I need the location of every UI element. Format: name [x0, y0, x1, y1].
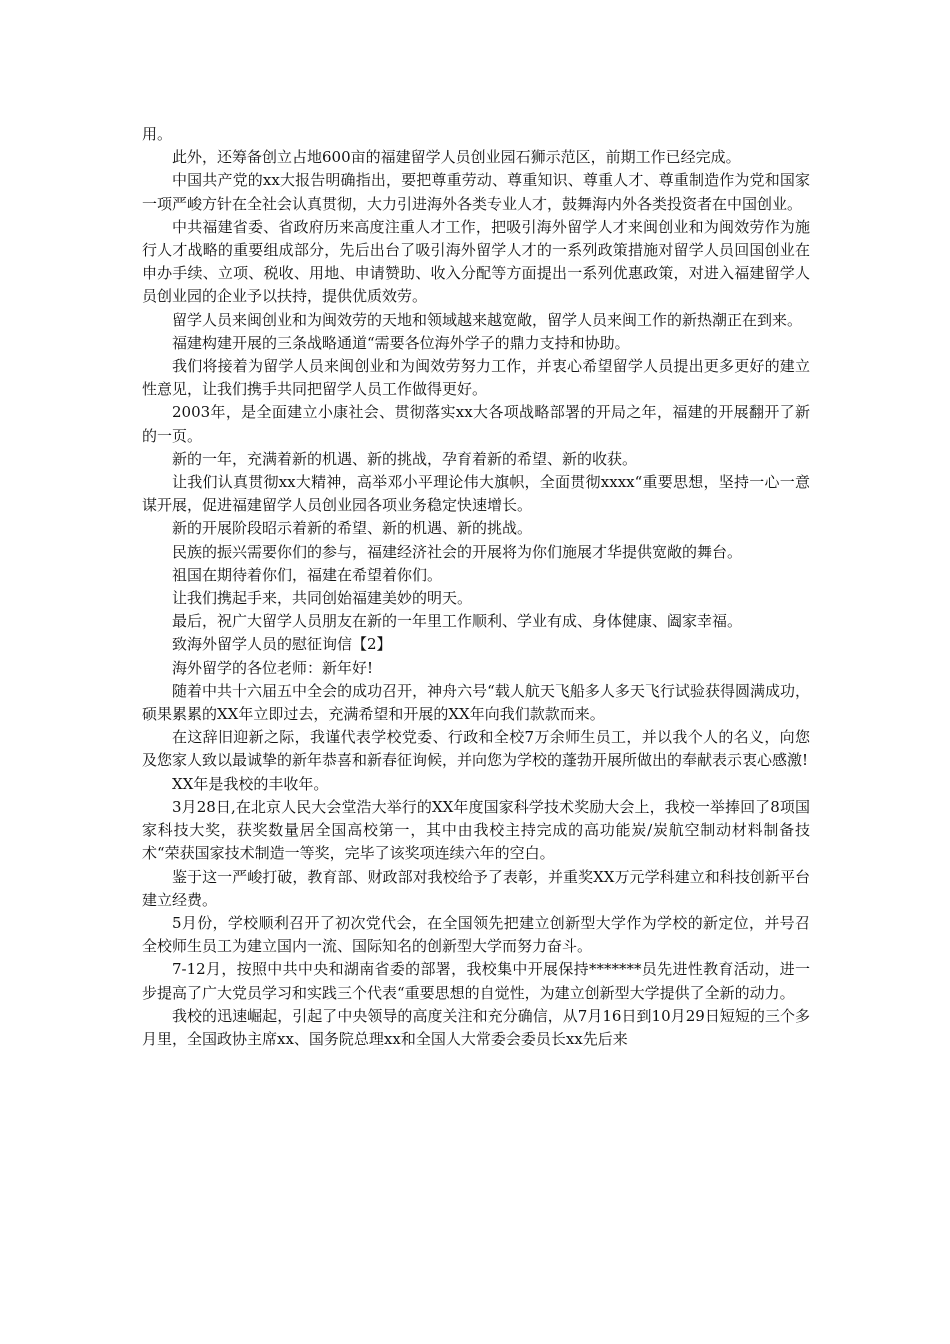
paragraph: 最后，祝广大留学人员朋友在新的一年里工作顺利、学业有成、身体健康、阖家幸福。 — [172, 612, 743, 631]
paragraph: 中共福建省委、省政府历来高度注重人才工作，把吸引海外留学人才来闽创业和为闽效劳作为施行人才战略的重要组成部分，先后出台了吸引海外留学人才的一系列政策措施对留学人员回国创业在申办手续、立项、税收、用地、申请赞助、收入分配等方面提出一系列优惠政策，对进入福建留学人员创业园的企业予以扶持，提供优质效劳。 — [142, 217, 810, 306]
document-page — [142, 123, 810, 1051]
paragraph: 5月份，学校顺利召开了初次党代会，在全国领先把建立创新型大学作为学校的新定位，并号召全校师生员工为建立国内一流、国际知名的创新型大学而努力奋斗。 — [142, 913, 810, 956]
paragraph: 我校的迅速崛起，引起了中央领导的高度关注和充分确信，从7月16日到10月29日短短的三个多月里，全国政协主席xx、国务院总理xx和全国人大常委会委员长xx先后来 — [142, 1006, 810, 1048]
paragraph: 中国共产党的xx大报告明确指出，要把尊重劳动、尊重知识、尊重人才、尊重制造作为党和国家一项严峻方针在全社会认真贯彻，大力引进海外各类专业人才，鼓舞海内外各类投资者在中国创业。 — [142, 171, 810, 213]
paragraph: 新的开展阶段昭示着新的希望、新的机遇、新的挑战。 — [172, 519, 533, 538]
paragraph: 让我们认真贯彻xx大精神，高举邓小平理论伟大旗帜，全面贯彻xxxx“重要思想，坚持一心一意谋开展，促进福建留学人员创业园各项业务稳定快速增长。 — [142, 473, 810, 515]
paragraph: 随着中共十六届五中全会的成功召开，神舟六号“载人航天飞船多人多天飞行试验获得圆满成功，硕果累累的XX年立即过去，充满希望和开展的XX年向我们款款而来。 — [142, 681, 810, 724]
paragraph: 福建构建开展的三条战略通道“需要各位海外学子的鼎力支持和协助。 — [172, 333, 630, 352]
paragraph: 民族的振兴需要你们的参与，福建经济社会的开展将为你们施展才华提供宽敞的舞台。 — [172, 542, 743, 561]
paragraph: 祖国在期待着你们，福建在希望着你们。 — [172, 565, 443, 584]
paragraph: 3月28日,在北京人民大会堂浩大举行的XX年度国家科学技术奖励大会上，我校一举捧回了8项国家科技大奖，获奖数量居全国高校第一，其中由我校主持完成的高功能炭/炭航空制动材料制备技术“荣获国家技术制造一等奖，完毕了该奖项连续六年的空白。 — [142, 797, 810, 863]
paragraph: 在这辞旧迎新之际，我谨代表学校党委、行政和全校7万余师生员工，并以我个人的名义，向您及您家人致以最诚挚的新年恭喜和新春征询候，并向您为学校的蓬勃开展所做出的奉献表示衷心感激! — [142, 728, 810, 770]
paragraph: 2003年，是全面建立小康社会、贯彻落实xx大各项战略部署的开局之年，福建的开展翻开了新的一页。 — [142, 403, 810, 445]
paragraph: 新的一年，充满着新的机遇、新的挑战，孕育着新的希望、新的收获。 — [172, 449, 638, 468]
paragraph: 留学人员来闽创业和为闽效劳的天地和领域越来越宽敞，留学人员来闽工作的新热潮正在到来。 — [172, 310, 803, 329]
paragraph: 鉴于这一严峻打破，教育部、财政部对我校给予了表彰，并重奖XX万元学科建立和科技创新平台建立经费。 — [142, 867, 810, 909]
section-heading: 致海外留学人员的慰征询信【2】 — [172, 635, 392, 654]
paragraph: 用。 — [142, 125, 173, 143]
paragraph: 我们将接着为留学人员来闽创业和为闽效劳努力工作，并衷心希望留学人员提出更多更好的建立性意见，让我们携手共同把留学人员工作做得更好。 — [142, 357, 810, 399]
paragraph: 让我们携起手来，共同创始福建美妙的明天。 — [172, 589, 473, 608]
paragraph: 此外，还筹备创立占地600亩的福建留学人员创业园石狮示范区，前期工作已经完成。 — [172, 148, 741, 167]
paragraph: XX年是我校的丰收年。 — [172, 774, 329, 793]
paragraph: 7-12月，按照中共中央和湖南省委的部署，我校集中开展保持*******员先进性教育活动，进一步提高了广大党员学习和实践三个代表“重要思想的自觉性，为建立创新型大学提供了全新的动力。 — [142, 960, 810, 1002]
letter-salutation: 海外留学的各位老师：新年好! — [172, 658, 374, 677]
